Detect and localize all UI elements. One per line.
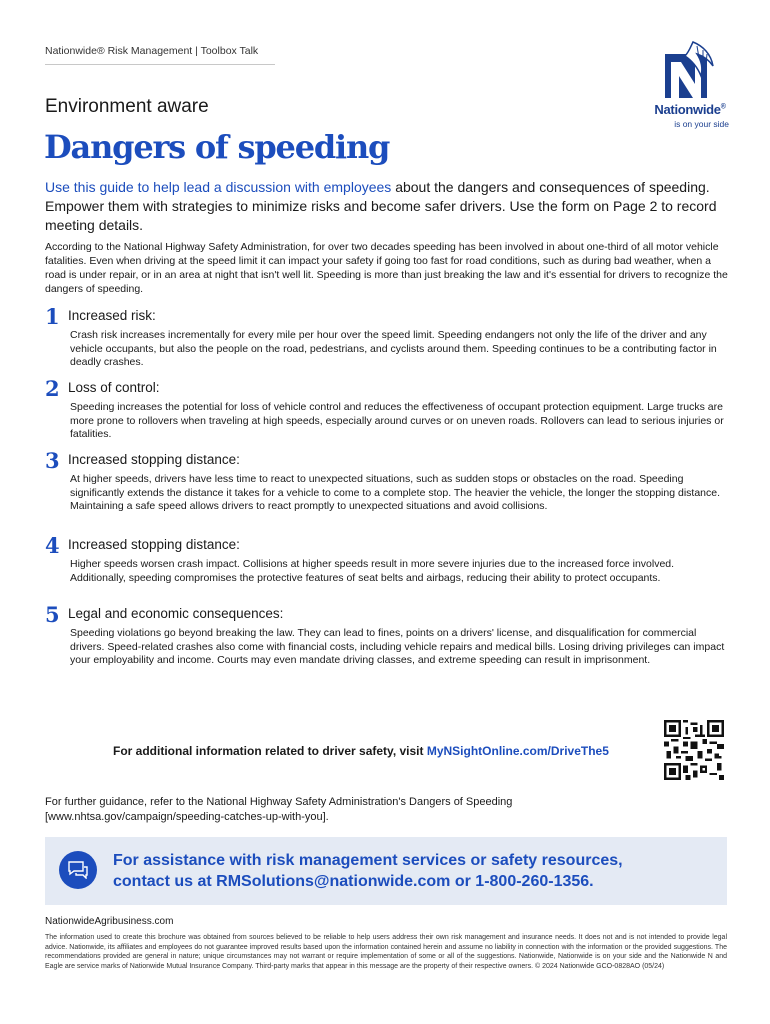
intro-lead: Use this guide to help lead a discussion with employees — [45, 179, 392, 195]
item-number: 5 — [45, 602, 60, 627]
item-number: 2 — [45, 376, 60, 401]
intro-rest: about the dangers and consequences of speeding. Empower them with strategies to minimize risks and become safer drivers. Use the form on Page 2 to record meeting details. — [45, 179, 717, 233]
page-title: Dangers of speeding — [44, 128, 390, 166]
further-guidance-text: For further guidance, refer to the National Highway Safety Administration's Dangers of Speeding [www.nhtsa.gov/campaign/speeding-catches-up-with-you]. — [45, 796, 513, 823]
header-divider — [45, 64, 275, 65]
eyebrow-heading: Environment aware — [45, 96, 209, 117]
qr-code-icon[interactable] — [664, 720, 724, 780]
drive-the-5-link[interactable]: MyNSightOnline.com/DriveThe5 — [426, 744, 609, 758]
item-body: Crash risk increases incrementally for every mile per hour over the speed limit. Speeding endangers not only the life of the driver and any vehicle occupants, but also the people on the road, pedestrians, and cyclists around them. Speeding continues to be a contributing factor in deadly crashes. — [70, 329, 717, 368]
item-body: Speeding violations go beyond breaking the law. They can lead to fines, points on a drivers' license, and disqualification for commercial drivers. Speed-related crashes also come with financial costs, including vehicle repairs and medical bills. Losing driving privileges can impact your employability and income. Courts may even mandate driving classes, and extreme speeding can result in imprisonment. — [70, 627, 725, 666]
chat-bubble-icon — [59, 851, 97, 889]
item-body: Speeding increases the potential for loss of vehicle control and reduces the effectiveness of occupant protection equipment. Large trucks are more prone to rollovers when traveling at high speeds, especially around curves or on uneven roads. Rollovers can lead to serious injuries or fatalities. — [70, 401, 724, 440]
item-title: Increased risk: — [68, 308, 156, 323]
item-body: Higher speeds worsen crash impact. Collisions at higher speeds result in more severe injuries due to the increased force involved. Additionally, speeding compromises the protective features of seat belts and airbags, reducing their ability to protect occupants. — [70, 558, 675, 584]
legal-disclaimer: The information used to create this brochure was obtained from sources believed to be reliable to help users address their own risk management and insurance needs. It does not and is not intended to provide legal advice. Nationwide, its affiliates and employees do not guarantee improved results based upon the information contained herein and assume no liability in connection with the information or the provided suggestions. The recommendations provided are general in nature; unique circumstances may not warrant or require implementation of some or all of the suggestions. Nationwide, Nationwide is on your side and the Nationwide N and Eagle are service marks of Nationwide Mutual Insurance Company. Third-party marks that appear in this message are the property of their respective owners. © 2024 Nationwide GCO-0828AO (05/24) — [45, 934, 727, 970]
item-body: At higher speeds, drivers have less time to react to unexpected situations, such as sudden stops or obstacles on the road. Speeding significantly extends the distance it takes for a vehicle to come to a complete stop. The heavier the vehicle, the longer the stopping distance. Maintaining a safe speed allows drivers to react promptly to unexpected situations and avoid collisions. — [70, 473, 721, 512]
item-title: Legal and economic consequences: — [68, 606, 284, 621]
callout-line-1: For assistance with risk management services or safety resources, — [113, 852, 623, 869]
nationwide-logo — [645, 40, 735, 140]
more-info-line: For additional information related to driver safety, visit MyNSightOnline.com/DriveThe5 — [113, 744, 609, 758]
logo-wordmark: Nationwide® — [654, 102, 726, 117]
toolbox-talk-header: Nationwide® Risk Management | Toolbox Talk — [45, 45, 259, 57]
body-paragraph: According to the National Highway Safety Administration, for over two decades speeding has been involved in about one-third of all motor vehicle fatalities. Even when driving at the speed limit it can impact your safety if going too fast for road conditions, such as during bad weather, when a road is under repair, or in an area at night that isn't well lit. Speeding is more than just breaking the law and it's essential for drivers to recognize the dangers of speeding. — [45, 241, 728, 295]
item-number: 4 — [45, 533, 60, 558]
logo-tagline: is on your side — [674, 119, 729, 129]
nationwide-n-eagle-icon — [663, 40, 717, 100]
contact-callout — [45, 837, 727, 905]
callout-line-2[interactable]: contact us at RMSolutions@nationwide.com or 1-800-260-1356. — [113, 873, 594, 890]
item-title: Increased stopping distance: — [68, 452, 240, 467]
item-number: 1 — [45, 304, 60, 329]
item-title: Loss of control: — [68, 380, 160, 395]
callout-text — [113, 850, 623, 892]
item-title: Increased stopping distance: — [68, 537, 240, 552]
footer-site-link[interactable]: NationwideAgribusiness.com — [45, 916, 174, 927]
intro-paragraph — [45, 178, 730, 235]
item-number: 3 — [45, 448, 60, 473]
